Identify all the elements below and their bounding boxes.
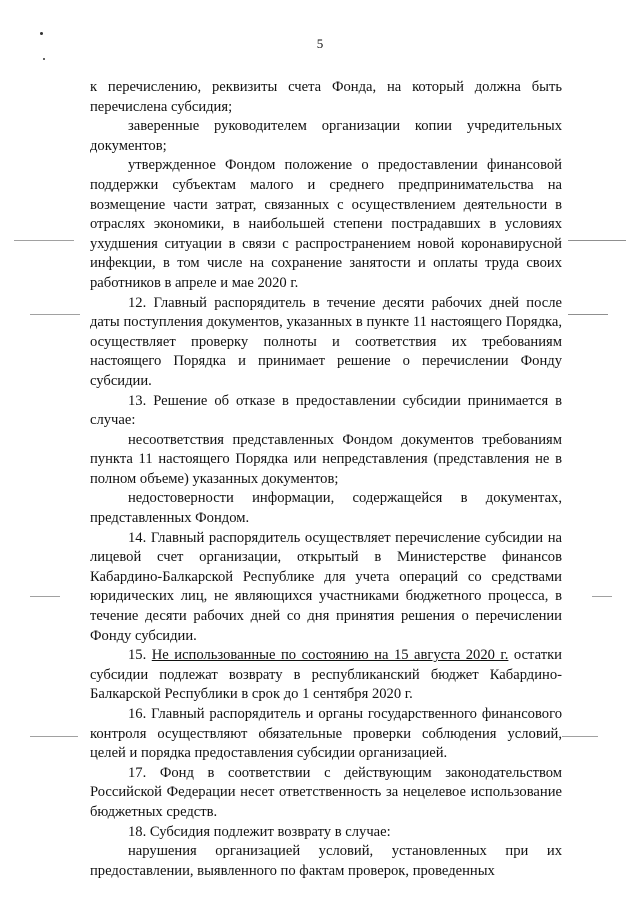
scan-line: [568, 314, 608, 315]
paragraph-nonconformity: несоответствия представленных Фондом документов требованиям пункта 11 настоящего Порядка или непредставления (представления не в полном объеме) указанных документов;: [90, 431, 562, 487]
paragraph-item-13: 13. Решение об отказе в предоставлении субсидии принимается в случае:: [90, 392, 562, 429]
scan-line: [568, 240, 626, 241]
paragraph-item-17: 17. Фонд в соответствии с действующим законодательством Российской Федерации несет ответственность за нецелевое использование бюджетных средств.: [90, 764, 562, 820]
scan-line: [562, 736, 598, 737]
paragraph-fund-regulation: утвержденное Фондом положение о предоставлении финансовой поддержки субъектам малого и среднего предпринимательства на возмещение части затрат, связанных с осуществлением деятельности в отраслях экономики, в наибольшей степени пострадавших в условиях ухудшения ситуации в связи с распространением новой коронавирусной инфекции, в том числе на сохранение занятости и оплаты труда своих работников в апреле и мае 2020 г.: [90, 157, 562, 291]
scan-speck: [40, 32, 43, 35]
scan-line: [30, 736, 78, 737]
paragraph-unreliability: недостоверности информации, содержащейся в документах, представленных Фондом.: [90, 490, 562, 527]
paragraph-account-details: к перечислению, реквизиты счета Фонда, на который должна быть перечислена субсидия;: [90, 79, 562, 115]
item-15-lead: 15.: [128, 647, 152, 664]
scan-line: [14, 240, 74, 241]
paragraph-item-14: 14. Главный распорядитель осуществляет перечисление субсидии на лицевой счет организации, открытый в Министерстве финансов Кабардино-Балкарской Республике для учета операций со средствами юридических лиц, не являющихся участниками бюджетного процесса, в течение десяти рабочих дней со дня принятия решения о перечислении Фонду субсидии.: [90, 529, 562, 644]
paragraph-item-15: [90, 646, 562, 705]
paragraph-item-16: 16. Главный распорядитель и органы государственного финансового контроля осуществляют обязательные проверки соблюдения условий, целей и порядка предоставления субсидии организацией.: [90, 706, 562, 762]
item-15-underlined: Не использованные по состоянию на 15 августа 2020 г.: [151, 647, 509, 664]
document-body: [90, 78, 562, 881]
page-number: 5: [316, 36, 324, 51]
paragraph-founding-documents: заверенные руководителем организации копии учредительных документов;: [90, 118, 562, 154]
paragraph-violation: нарушения организацией условий, установленных при их предоставлении, выявленного по фактам проверок, проведенных: [90, 843, 562, 879]
scan-line: [30, 596, 60, 597]
paragraph-item-18: 18. Субсидия подлежит возврату в случае:: [128, 823, 391, 840]
scan-speck: [43, 58, 45, 60]
scan-line: [30, 314, 80, 315]
item-15-rest: остатки субсидии подлежат возврату в республиканский бюджет Кабардино-Балкарской Республики в срок до 1 сентября 2020 г.: [90, 647, 562, 703]
paragraph-item-12: 12. Главный распорядитель в течение десяти рабочих дней после даты поступления документов, указанных в пункте 11 настоящего Порядка, осуществляет проверку полноты и соответствия их требованиям настоящего Порядка и принимает решение о перечислении Фонду субсидии.: [90, 294, 562, 389]
scan-line: [592, 596, 612, 597]
